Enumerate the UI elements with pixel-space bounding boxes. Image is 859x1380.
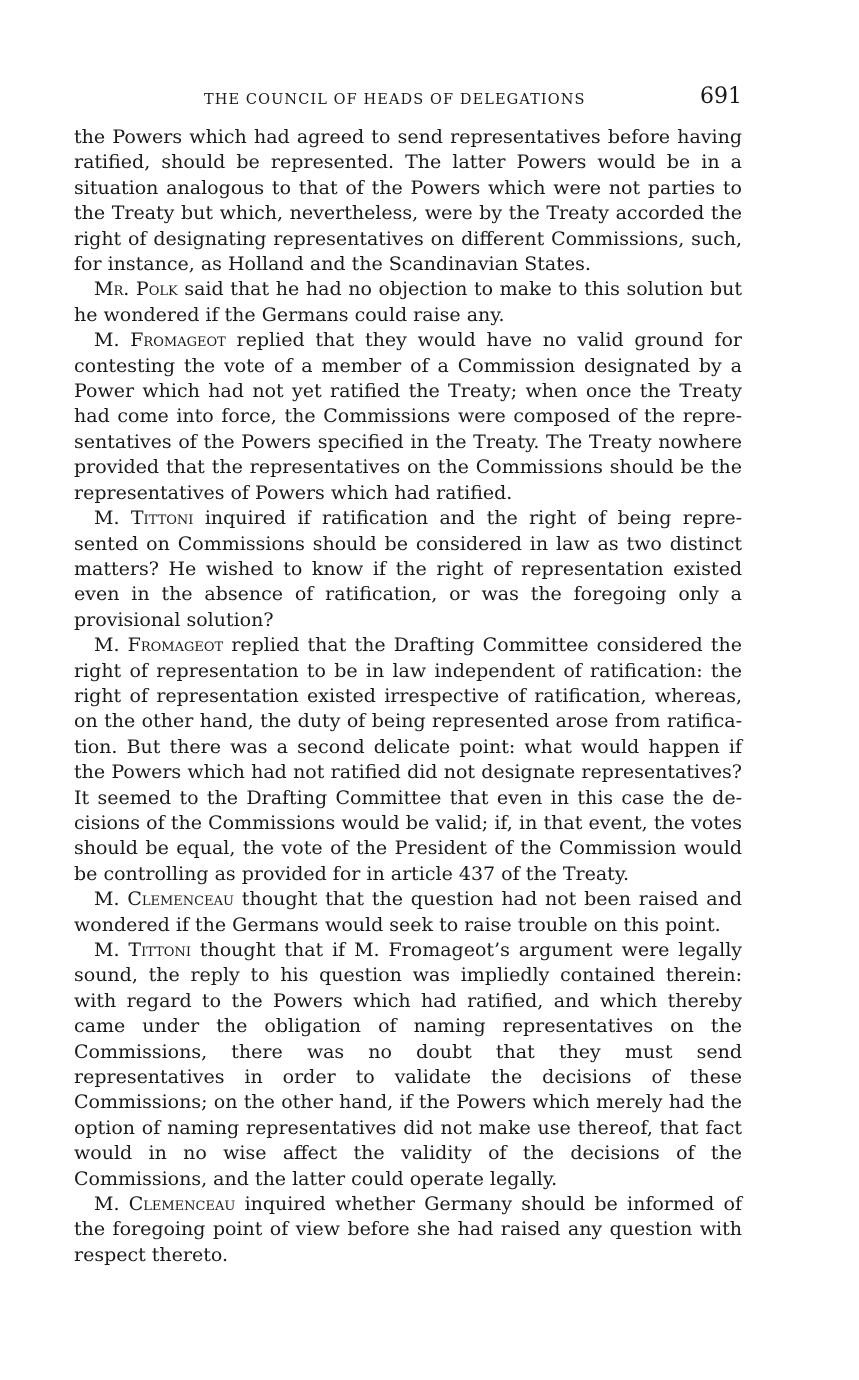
speaker-name: M. Tittoni [94, 507, 194, 530]
paragraph [74, 1192, 742, 1268]
paragraph [74, 887, 742, 938]
paragraph-text: the Powers which had agreed to send representatives before having ratified, should be represented. The latter Powers would be in a situation analogous to that of the Powers which were not parties to the Treaty but which, nevertheless, were by the Treaty accorded the right of designating representatives on different Commissions, such, for instance, as Holland and the Scandinavian States. [74, 126, 742, 276]
speaker-name: M. Fromageot [94, 634, 224, 657]
document-page [74, 84, 742, 1268]
speaker-name: Mr. Polk [94, 278, 178, 301]
running-header [74, 84, 742, 118]
paragraph [74, 277, 742, 328]
paragraph [74, 328, 742, 506]
speaker-name: M. Fromageot [94, 329, 226, 352]
paragraph [74, 633, 742, 887]
speaker-name: M. Tittoni [94, 939, 191, 961]
paragraph-text: replied that they would have no valid ground for contesting the vote of a member of a Commission designated by a Power which had not yet ratified the Treaty; when once the Treaty had come into force, the Commissions were composed of the representatives of the Powers specified in the Treaty. The Treaty nowhere provided that the representatives on the Commissions should be the representatives of Powers which had ratified. [74, 329, 742, 504]
paragraph-text: thought that the question had not been raised and wondered if the Germans would seek to raise trouble on this point. [74, 888, 743, 936]
paragraph [74, 938, 742, 1192]
paragraph-text: replied that the Drafting Committee considered the right of representation to be in law independent of ratification: the right of representation existed irrespective of ratification, whereas, on the other hand, the duty of being represented arose from ratification. But there was a second delicate point: what would happen if the Powers which had not ratified did not designate representatives? It seemed to the Drafting Committee that even in this case the decisions of the Commissions would be valid; if, in that event, the votes should be equal, the vote of the President of the Commission would be controlling as provided for in article 437 of the Treaty. [74, 634, 742, 885]
speaker-name: M. Clemenceau [94, 888, 234, 911]
page-number: 691 [700, 84, 742, 109]
body-text [74, 125, 742, 1268]
running-title: THE COUNCIL OF HEADS OF DELEGATIONS [204, 92, 586, 108]
paragraph-text: said that he had no objection to make to this solution but he wondered if the Germans could raise any. [74, 278, 743, 326]
paragraph [74, 506, 742, 633]
paragraph-text: inquired if ratification and the right of being represented on Commissions should be considered in law as two distinct matters? He wished to know if the right of representation existed even in the absence of ratification, or was the foregoing only a provisional solution? [74, 507, 742, 631]
paragraph [74, 125, 742, 277]
paragraph-text: thought that if M. Fromageot’s argument were legally sound, the reply to his question was impliedly contained therein: with regard to the Powers which had ratified, and which thereby came under the obligation of naming representatives on the Commissions, there was no doubt that they must send representatives in order to validate the decisions of these Commissions; on the other hand, if the Powers which merely had the option of naming representatives did not make use thereof, that fact would in no wise affect the validity of the decisions of the Commissions, and the latter could operate legally. [74, 939, 743, 1190]
speaker-name: M. Clemenceau [94, 1193, 236, 1216]
paragraph-text: inquired whether Germany should be informed of the foregoing point of view before she had raised any question with respect thereto. [74, 1193, 743, 1266]
